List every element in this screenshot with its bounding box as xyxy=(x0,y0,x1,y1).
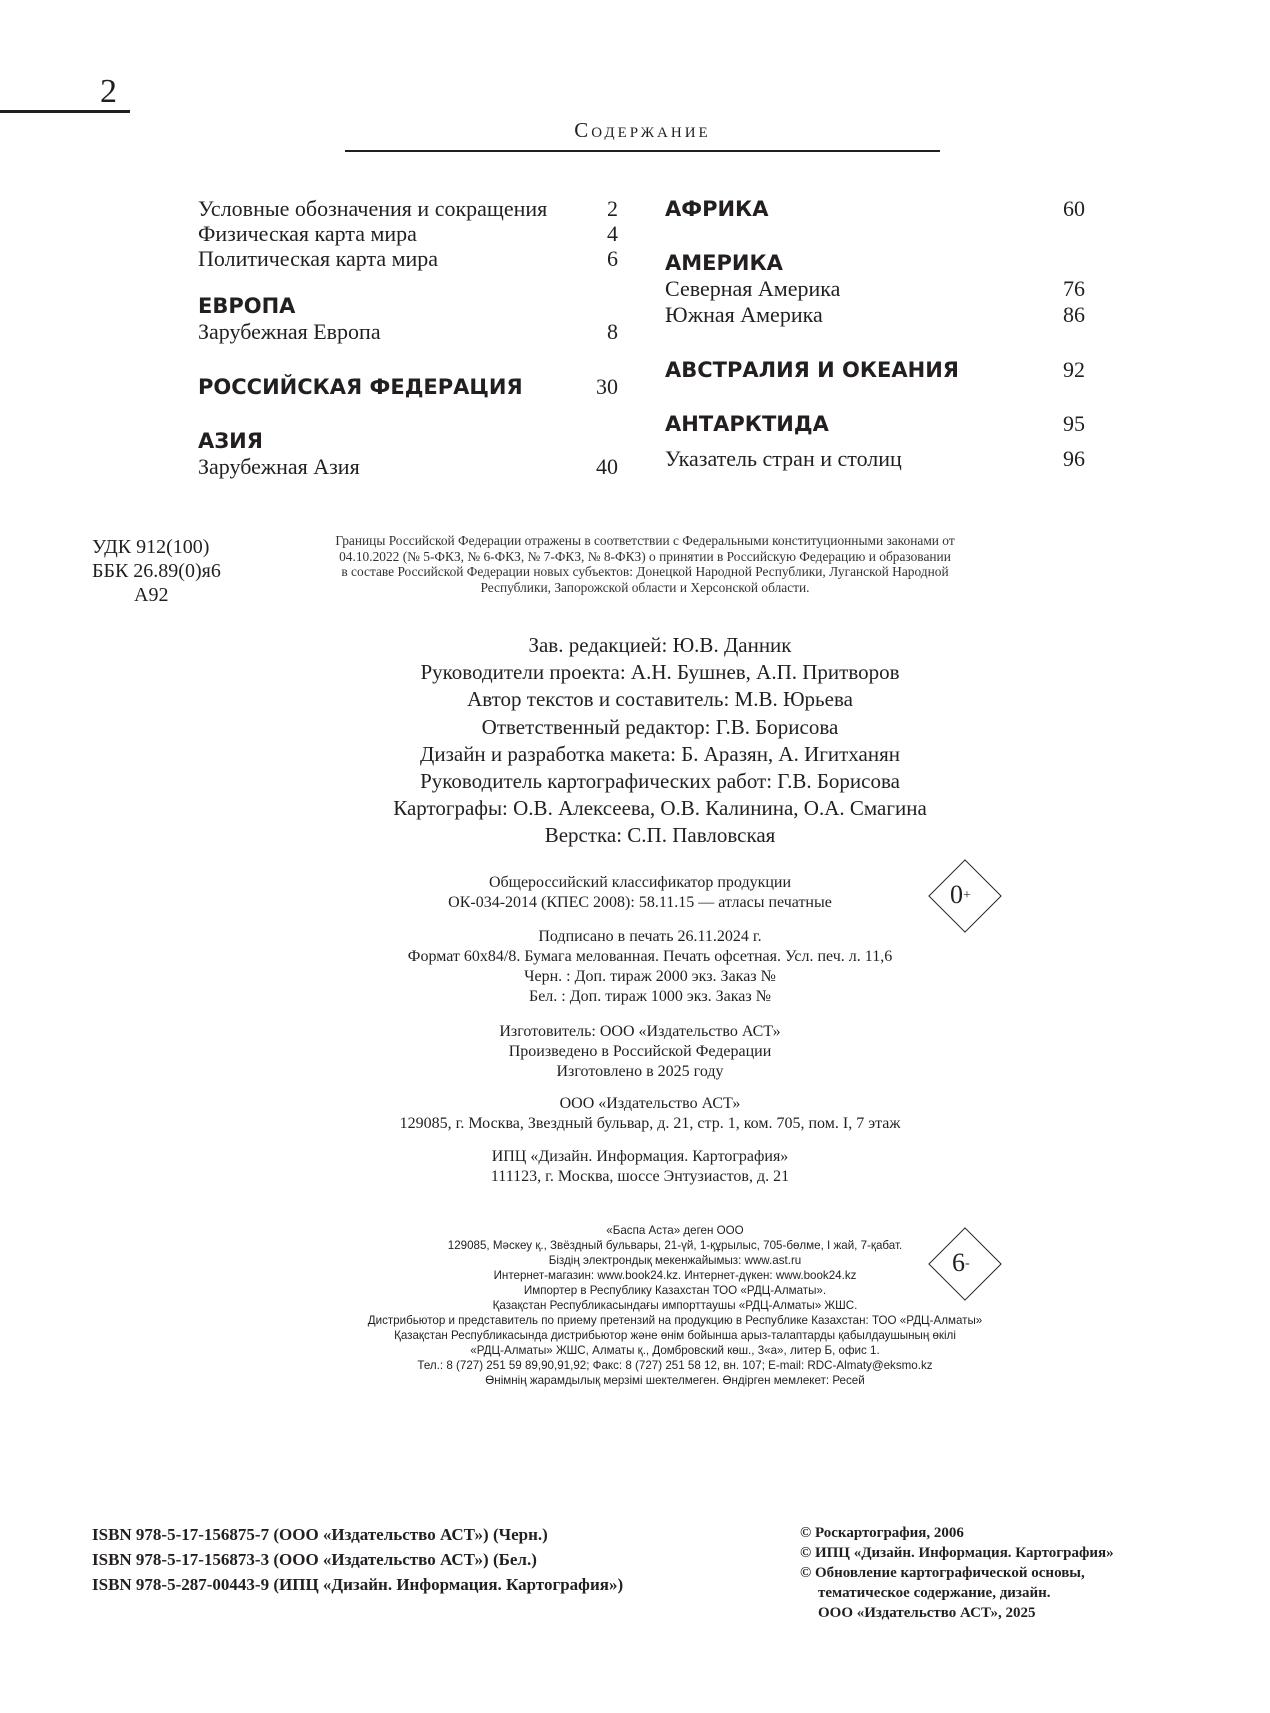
classifier-line: Общероссийский классификатор продукции xyxy=(488,874,792,891)
publisher-line: 129085, г. Москва, Звездный бульвар, д. 21, стр. 1, ком. 705, пом. I, 7 этаж xyxy=(399,1115,901,1132)
kz-line: «РДЦ-Алматы» ЖШС, Алматы қ., Домбровский көш., 3«а», литер Б, офис 1. xyxy=(470,1344,880,1357)
toc-section-heading xyxy=(198,293,618,319)
toc-section-label: АФРИКА xyxy=(665,197,769,221)
kz-line: Импортер в Республику Казахстан ТОО «РДЦ-Алматы». xyxy=(523,1284,827,1297)
copyright-block xyxy=(800,1523,1114,1623)
toc-section-heading xyxy=(665,357,1085,383)
copyright-line: © ИПЦ «Дизайн. Информация. Картография» xyxy=(800,1545,1114,1561)
print-info-line: Черн. : Доп. тираж 2000 экз. Заказ № xyxy=(524,968,776,985)
kz-line: «Баспа Аста» деген ООО xyxy=(606,1224,744,1237)
ipts-line: 111123, г. Москва, шоссе Энтузиастов, д. 21 xyxy=(490,1168,790,1185)
toc-entry xyxy=(665,302,1085,328)
borders-note-line: Республики, Запорожской области и Херсонской области. xyxy=(480,579,810,595)
toc-entry xyxy=(665,276,1085,302)
udk-code: УДК 912(100) xyxy=(92,536,210,558)
toc-entry-label: Физическая карта мира xyxy=(198,221,417,246)
credit-line: Руководитель картографических работ: Г.В. Борисова xyxy=(420,769,900,794)
toc-section-heading xyxy=(198,374,618,400)
toc-entry-label: Северная Америка xyxy=(665,276,841,301)
credit-line: Зав. редакцией: Ю.В. Данник xyxy=(528,633,792,657)
toc-entry-label: Зарубежная Европа xyxy=(198,319,381,344)
copyright-line: © Роскартография, 2006 xyxy=(800,1525,964,1541)
credit-line: Верстка: С.П. Павловская xyxy=(544,823,776,848)
toc-entry-page: 60 xyxy=(1063,196,1085,221)
page-number-rule xyxy=(0,110,130,113)
copyright-line: ООО «Издательство АСТ», 2025 xyxy=(818,1605,1036,1621)
toc-section-label: ЕВРОПА xyxy=(198,294,296,318)
kz-line: Дистрибьютор и представитель по приему претензий на продукцию в Республике Казахстан: ТОО «РДЦ-Алматы» xyxy=(367,1314,983,1327)
kazakhstan-importer-block xyxy=(300,1223,1050,1388)
kz-line: Біздің электрондық мекенжайымыз: www.ast.ru xyxy=(548,1254,802,1267)
toc-entry-label: Зарубежная Азия xyxy=(198,454,360,479)
toc-entry xyxy=(198,196,618,222)
credit-line: Автор текстов и составитель: М.В. Юрьева xyxy=(467,687,853,712)
classification-codes xyxy=(92,535,221,607)
toc-entry xyxy=(665,446,1085,472)
toc-section-label: АНТАРКТИДА xyxy=(665,412,829,436)
kz-age-rating xyxy=(952,1248,970,1279)
credit-line: Дизайн и разработка макета: Б. Аразян, А. Игитханян xyxy=(420,741,900,766)
credits-block xyxy=(300,632,1020,850)
toc-entry-page: 8 xyxy=(607,319,618,344)
manufacturer-line: Произведено в Российской Федерации xyxy=(508,1043,772,1060)
manufacturer-line: Изготовлено в 2025 году xyxy=(556,1063,724,1080)
ipts-line: ИПЦ «Дизайн. Информация. Картография» xyxy=(491,1148,789,1165)
toc-entry-page: 40 xyxy=(596,454,618,479)
bbk-code: ББК 26.89(0)я6 xyxy=(92,560,221,582)
toc-entry-page: 86 xyxy=(1063,302,1085,327)
borders-note-line: в составе Российской Федерации новых субъектов: Донецкой Народной Республики, Луганской Народной xyxy=(341,564,949,579)
page-number: 2 xyxy=(100,73,117,110)
toc-entry-page: 4 xyxy=(607,221,618,246)
borders-note-line: Границы Российской Федерации отражены в соответствии с Федеральными конституционными законами от xyxy=(335,533,955,548)
publisher-info xyxy=(340,1094,960,1134)
toc-section-label: АЗИЯ xyxy=(198,429,263,453)
toc-entry xyxy=(198,454,618,480)
kz-line: 129085, Мәскеу қ., Звёздный бульвары, 21-үй, 1-құрылыс, 705-бөлме, I жай, 7-қабат. xyxy=(447,1239,903,1252)
ipts-info xyxy=(440,1147,840,1187)
manufacturer-line: Изготовитель: ООО «Издательство АСТ» xyxy=(499,1023,781,1040)
credit-line: Картографы: О.В. Алексеева, О.В. Калинина, О.А. Смагина xyxy=(393,796,927,821)
toc-section-heading xyxy=(665,250,1085,276)
kz-line: Интернет-магазин: www.book24.kz. Интернет-дүкен: www.book24.kz xyxy=(493,1269,857,1282)
toc-entry-page: 95 xyxy=(1063,411,1085,436)
isbn-line: ISBN 978-5-17-156873-3 (ООО «Издательство АСТ») (Бел.) xyxy=(92,1550,537,1569)
toc-section-label: АВСТРАЛИЯ И ОКЕАНИЯ xyxy=(665,358,959,382)
toc-section-label: АМЕРИКА xyxy=(665,251,783,275)
print-info-line: Бел. : Доп. тираж 1000 экз. Заказ № xyxy=(529,988,771,1005)
toc-entry-label: Южная Америка xyxy=(665,302,823,327)
isbn-line: ISBN 978-5-287-00443-9 (ИПЦ «Дизайн. Информация. Картография») xyxy=(92,1575,624,1594)
toc-entry-page: 2 xyxy=(607,196,618,221)
kz-line: Қазақстан Республикасында дистрибьютор және өнім бойынша арыз-талаптарды қабылдаушының өкілі xyxy=(394,1329,956,1342)
kz-line: Өнімнің жарамдылық мерзімі шектелмеген. Өндірген мемлекет: Ресей xyxy=(485,1374,865,1387)
toc-section-label: РОССИЙСКАЯ ФЕДЕРАЦИЯ xyxy=(198,375,523,399)
print-info-line: Подписано в печать 26.11.2024 г. xyxy=(538,928,762,945)
borders-note-line: 04.10.2022 (№ 5-ФКЗ, № 6-ФКЗ, № 7-ФКЗ, № 8-ФКЗ) о принятии в Российскую Федерацию и образовании xyxy=(339,548,951,564)
print-info xyxy=(340,927,960,1007)
credit-line: Ответственный редактор: Г.В. Борисова xyxy=(481,714,839,739)
isbn-line: ISBN 978-5-17-156875-7 (ООО «Издательство АСТ») (Черн.) xyxy=(92,1525,548,1544)
toc-entry xyxy=(198,221,618,247)
contents-rule xyxy=(345,150,940,152)
toc-entry-label: Политическая карта мира xyxy=(198,246,439,271)
age-rating-0-plus xyxy=(950,880,971,911)
toc-entry-page: 76 xyxy=(1063,276,1085,301)
kz-age-rating-suffix: - xyxy=(965,1256,970,1271)
contents-title: Содержание xyxy=(574,118,711,142)
toc-section-heading xyxy=(665,196,1085,222)
classifier-line: ОК-034-2014 (КПЕС 2008): 58.11.15 — атласы печатные xyxy=(448,894,832,911)
manufacturer-info xyxy=(440,1022,840,1082)
toc-section-heading xyxy=(665,411,1085,437)
toc-entry-label: Условные обозначения и сокращения xyxy=(198,196,548,221)
toc-entry xyxy=(198,246,618,272)
toc-entry-page: 96 xyxy=(1063,446,1085,471)
toc-section-heading xyxy=(198,428,618,454)
age-rating-value: 0 xyxy=(950,880,963,909)
product-classifier xyxy=(380,873,900,913)
toc-entry xyxy=(198,319,618,345)
publisher-line: ООО «Издательство АСТ» xyxy=(559,1095,741,1112)
kz-line: Тел.: 8 (727) 251 59 89,90,91,92; Факс: 8 (727) 251 58 12, вн. 107; E-mail: RDC-Almaty@eksmo.kz xyxy=(417,1359,933,1372)
kz-line: Қазақстан Республикасындағы импорттаушы «РДЦ-Алматы» ЖШС. xyxy=(492,1299,858,1312)
print-info-line: Формат 60х84/8. Бумага мелованная. Печать офсетная. Усл. печ. л. 11,6 xyxy=(407,948,893,965)
age-rating-suffix: + xyxy=(963,888,971,903)
toc-entry-page: 92 xyxy=(1063,357,1085,382)
copyright-line: © Обновление картографической основы, xyxy=(800,1565,1085,1581)
author-mark: А92 xyxy=(134,584,169,606)
credit-line: Руководители проекта: А.Н. Бушнев, А.П. Притворов xyxy=(420,660,900,685)
kz-age-rating-value: 6 xyxy=(952,1248,965,1277)
toc-entry-page: 6 xyxy=(607,246,618,271)
toc-entry-label: Указатель стран и столиц xyxy=(665,446,902,471)
borders-note xyxy=(290,533,1000,595)
isbn-block xyxy=(92,1522,623,1597)
toc-entry-page: 30 xyxy=(596,374,618,399)
copyright-line: тематическое содержание, дизайн. xyxy=(818,1585,1051,1601)
